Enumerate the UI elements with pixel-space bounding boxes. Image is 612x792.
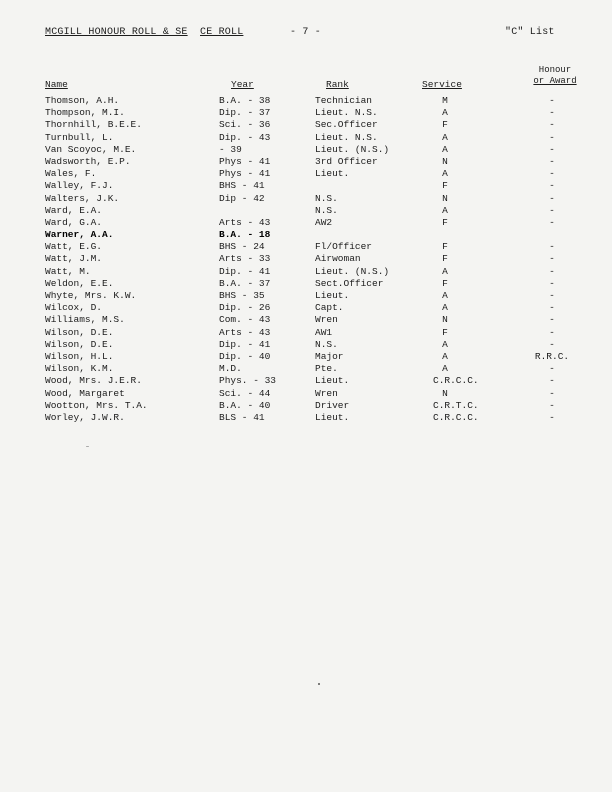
- entry-rank: Wren: [315, 314, 338, 326]
- entry-year: Sci. - 36: [219, 119, 271, 131]
- entry-honour: R.R.C.: [534, 350, 570, 362]
- entry-honour: -: [549, 216, 555, 228]
- entry-name: Walters, J.K.: [45, 192, 120, 204]
- entry-year: BHS - 35: [219, 290, 265, 301]
- entry-rank: Airwoman: [315, 253, 361, 265]
- entry-service: F: [442, 277, 448, 289]
- entry-name: Walley, F.J.: [45, 180, 114, 192]
- entry-name: Wadsworth, E.P.: [45, 155, 131, 167]
- entry-year: Com. - 43: [219, 314, 271, 326]
- entry-name: Wilcox, D.: [45, 302, 103, 314]
- entry-year: Dip. - 26: [219, 302, 271, 314]
- list-item: [0, 351, 612, 363]
- list-item: [0, 217, 612, 229]
- entry-rank: Technician: [315, 95, 373, 106]
- honour-header-line1: Honour: [538, 65, 572, 75]
- entry-service: N: [442, 387, 448, 399]
- entry-rank: Fl/Officer: [315, 241, 373, 253]
- list-item: [0, 375, 612, 387]
- entry-honour: -: [549, 387, 555, 399]
- list-item: [0, 302, 612, 314]
- entry-name: Warner, A.A.: [45, 229, 114, 241]
- entry-rank: Sect.Officer: [315, 277, 384, 289]
- entry-name: Ward, G.A.: [45, 216, 103, 228]
- entry-year: BHS - 41: [219, 180, 265, 192]
- list-item: [0, 363, 612, 375]
- entry-year: Dip. - 41: [219, 265, 271, 277]
- entry-honour: -: [549, 253, 555, 265]
- entry-rank: AW2: [315, 216, 333, 228]
- entry-name: Wootton, Mrs. T.A.: [45, 399, 148, 411]
- list-item: [0, 253, 612, 265]
- entry-rank: Major: [315, 350, 344, 362]
- roll-title: MCGILL HONOUR ROLL & SE: [45, 27, 188, 38]
- list-item: [0, 205, 612, 217]
- entry-name: Thomson, A.H.: [45, 95, 120, 106]
- entry-name: Wilson, D.E.: [45, 338, 114, 350]
- entry-year: BLS - 41: [219, 411, 265, 423]
- entry-service: A: [442, 338, 448, 350]
- entry-year: Phys - 41: [219, 168, 271, 180]
- entry-honour: -: [549, 265, 555, 277]
- entry-honour: -: [549, 168, 555, 180]
- entry-honour: -: [549, 411, 555, 423]
- column-header-honour: [526, 65, 584, 87]
- entry-rank: Lieut. (N.S.): [315, 143, 390, 155]
- entry-rank: N.S.: [315, 338, 338, 350]
- entry-service: F: [442, 119, 448, 131]
- list-item: [0, 241, 612, 253]
- entry-year: B.A. - 37: [219, 277, 271, 289]
- list-item: [0, 144, 612, 156]
- paper-speck: [318, 683, 320, 685]
- entry-honour: -: [549, 277, 555, 289]
- entry-year: B.A. - 18: [219, 229, 271, 241]
- entry-rank: N.S.: [315, 204, 338, 216]
- entry-name: Thompson, M.I.: [45, 107, 125, 119]
- list-item: [0, 412, 612, 424]
- entry-rank: Lieut.: [315, 411, 350, 423]
- entry-name: Wood, Margaret: [45, 387, 125, 399]
- entry-name: Worley, J.W.R.: [45, 411, 125, 423]
- entry-name: Wales, F.: [45, 168, 97, 180]
- entry-service: N: [442, 155, 448, 167]
- column-header-year: Year: [231, 79, 254, 90]
- page-number: - 7 -: [290, 27, 322, 38]
- list-item: [0, 193, 612, 205]
- list-item: [0, 168, 612, 180]
- entry-honour: -: [549, 363, 555, 375]
- entry-honour: -: [549, 399, 555, 411]
- list-item: [0, 314, 612, 326]
- entry-year: Sci. - 44: [219, 387, 271, 399]
- entry-honour: -: [549, 155, 555, 167]
- entry-year: Dip. - 40: [219, 350, 271, 362]
- entry-year: Arts - 43: [219, 216, 271, 228]
- entry-name: Wilson, D.E.: [45, 326, 114, 338]
- list-item: [0, 339, 612, 351]
- entry-name: Watt, J.M.: [45, 253, 103, 265]
- entry-year: Dip. - 43: [219, 131, 271, 143]
- entry-year: BHS - 24: [219, 241, 265, 253]
- entry-name: Wood, Mrs. J.E.R.: [45, 375, 142, 387]
- list-item: [0, 388, 612, 400]
- entry-rank: Lieut.: [315, 290, 350, 301]
- column-header-name: Name: [45, 79, 68, 90]
- entry-year: Phys. - 33: [219, 375, 277, 387]
- entry-service: A: [442, 168, 448, 180]
- entry-rank: Lieut.: [315, 168, 350, 180]
- entry-service: A: [442, 204, 448, 216]
- entry-service: A: [442, 143, 448, 155]
- entry-service: F: [442, 216, 448, 228]
- entry-name: Watt, E.G.: [45, 241, 103, 253]
- entry-service: A: [442, 131, 448, 143]
- entry-rank: AW1: [315, 326, 333, 338]
- entry-name: Weldon, E.E.: [45, 277, 114, 289]
- entry-honour: -: [549, 95, 555, 106]
- entry-rank: Lieut.: [315, 375, 350, 387]
- entry-service: A: [442, 302, 448, 314]
- entry-service: A: [442, 290, 448, 301]
- entry-year: B.A. - 40: [219, 399, 271, 411]
- list-item: [0, 95, 612, 107]
- entry-honour: -: [549, 375, 555, 387]
- entry-service: F: [442, 180, 448, 192]
- entry-rank: Lieut. N.S.: [315, 107, 378, 119]
- entry-rank: Lieut. (N.S.): [315, 265, 390, 277]
- entry-honour: -: [549, 131, 555, 143]
- honour-header-line2: or Award: [533, 76, 577, 86]
- entry-year: B.A. - 38: [219, 95, 271, 106]
- entry-service: C.R.C.C.: [433, 411, 479, 423]
- column-header-rank: Rank: [326, 79, 349, 90]
- entry-rank: N.S.: [315, 192, 338, 204]
- entry-year: Arts - 43: [219, 326, 271, 338]
- entry-rank: Capt.: [315, 302, 344, 314]
- entry-year: - 39: [219, 143, 242, 155]
- entry-rank: Wren: [315, 387, 338, 399]
- list-item: [0, 327, 612, 339]
- entry-honour: -: [549, 241, 555, 253]
- entry-year: Phys - 41: [219, 155, 271, 167]
- entry-name: Watt, M.: [45, 265, 91, 277]
- entry-service: F: [442, 253, 448, 265]
- entry-rank: Lieut. N.S.: [315, 131, 378, 143]
- entry-year: M.D.: [219, 363, 242, 375]
- entry-name: Turnbull, L.: [45, 131, 114, 143]
- entry-honour: -: [549, 302, 555, 314]
- entry-service: A: [442, 265, 448, 277]
- entry-service: A: [442, 363, 448, 375]
- list-item: [0, 290, 612, 302]
- entry-service: A: [442, 350, 448, 362]
- entry-year: Dip. - 41: [219, 338, 271, 350]
- entry-honour: -: [549, 290, 555, 301]
- column-header-service: Service: [422, 79, 462, 90]
- entry-year: Arts - 33: [219, 253, 271, 265]
- list-item: [0, 156, 612, 168]
- entry-honour: -: [549, 107, 555, 119]
- list-item: [0, 132, 612, 144]
- entry-name: Thornhill, B.E.E.: [45, 119, 142, 131]
- entry-name: Whyte, Mrs. K.W.: [45, 290, 137, 301]
- entry-service: A: [442, 107, 448, 119]
- entry-rank: Driver: [315, 399, 350, 411]
- entry-service: F: [442, 326, 448, 338]
- roll-title-continued: CE ROLL: [200, 27, 244, 38]
- list-item: [0, 266, 612, 278]
- list-item: [0, 180, 612, 192]
- entry-honour: -: [549, 143, 555, 155]
- list-item: [0, 107, 612, 119]
- entry-year: Dip. - 37: [219, 107, 271, 119]
- entry-rank: Sec.Officer: [315, 119, 378, 131]
- entry-service: N: [442, 192, 448, 204]
- entry-year: Dip - 42: [219, 192, 265, 204]
- honour-roll-list: [0, 95, 612, 424]
- entry-name: Wilson, H.L.: [45, 350, 114, 362]
- entry-honour: -: [549, 180, 555, 192]
- entry-honour: -: [549, 338, 555, 350]
- entry-service: F: [442, 241, 448, 253]
- list-item: [0, 119, 612, 131]
- entry-honour: -: [549, 326, 555, 338]
- entry-honour: -: [549, 314, 555, 326]
- list-item: [0, 400, 612, 412]
- list-item: [0, 278, 612, 290]
- entry-name: Van Scoyoc, M.E.: [45, 143, 137, 155]
- list-item: [0, 229, 612, 241]
- entry-service: M: [442, 95, 448, 106]
- entry-name: Wilson, K.M.: [45, 363, 114, 375]
- entry-rank: Pte.: [315, 363, 338, 375]
- entry-honour: -: [549, 192, 555, 204]
- entry-name: Ward, E.A.: [45, 204, 103, 216]
- entry-name: Williams, M.S.: [45, 314, 125, 326]
- entry-rank: 3rd Officer: [315, 155, 378, 167]
- list-label: "C" List: [505, 27, 555, 38]
- entry-honour: -: [549, 119, 555, 131]
- entry-honour: -: [549, 204, 555, 216]
- entry-service: C.R.T.C.: [433, 399, 479, 411]
- entry-service: C.R.C.C.: [433, 375, 479, 387]
- paper-speck: [86, 446, 89, 447]
- entry-service: N: [442, 314, 448, 326]
